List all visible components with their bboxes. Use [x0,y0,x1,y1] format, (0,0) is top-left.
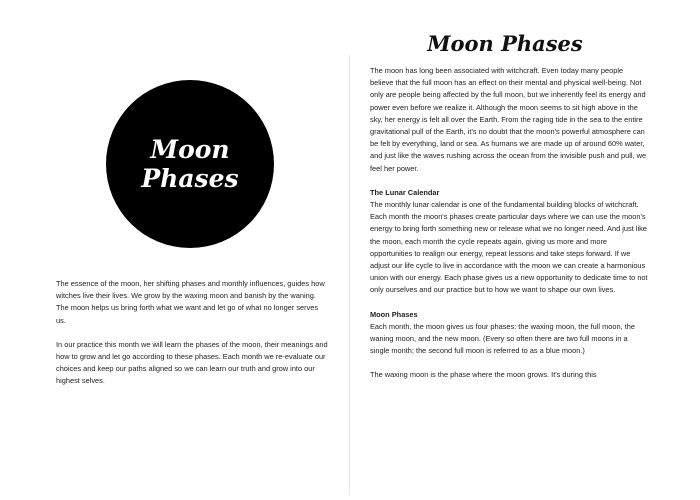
moon-phases-heading: Moon Phases [370,309,418,319]
waxing-moon-paragraph: The waxing moon is the phase where the moon grows. It's during this [370,370,597,380]
circle-title-line-2: Phases [141,164,239,193]
circle-title-line-1: Moon [150,135,230,164]
intro-paragraph-1: The essence of the moon, her shifting phases and monthly influences, guides how witches live their lives. We grow by the waxing moon and banish by the waning. The moon helps us bring forth what we want and let go of what no longer serves us. [56,279,325,325]
circle-title [141,135,238,193]
intro-text [56,278,328,400]
moon-phases-text: Each month, the moon gives us four phases: the waxing moon, the full moon, the waning moon, and the new moon. (Every so often there are two full moons in a single month; the second full moon is referred to as a blue moon.) [370,321,635,356]
lunar-calendar-heading: The Lunar Calendar [370,187,440,197]
body-paragraph-1: The moon has long been associated with witchcraft. Even today many people believe that the full moon has an effect on their mental and physical well-being. Not only are people being affected by the full moon, but we inherently feel its energy and power even before we realize it. Although the moon seems to sit high above in the sky, her energy is felt all over the Earth. From the raging tide in the sea to the entire gravitational pull of the Earth, it's no doubt that the moon's powerful atmosphere can be felt by everything, land or sea. As humans we are made up of around 60% water, and just like the waves rushing across the ocean from the invisible push and pull, we feel her power. [370,66,647,173]
intro-paragraph-2: In our practice this month we will learn the phases of the moon, their meanings and how to grow and let go according to these phases. Each month we re-evaluate our choices and keep our paths aligned so we can learn our truth and grow into our highest selves. [56,339,328,386]
body-text [370,65,648,394]
page-title: Moon Phases [427,31,583,56]
moon-circle-graphic [106,80,274,248]
left-page [0,0,349,500]
lunar-calendar-text: The monthly lunar calendar is one of the fundamental building blocks of witchcraft. Each month the moon's phases create particular days where we can use the moon's energy to bring forth something new or release what we no longer need. And just like the moon, each month the cycle repeats again, giving us more and more opportunities to realign our energy, repeat lessons and take steps forward. If we adjust our life cycle to live in accordance with the moon we can create a harmonious union with our energy. Each phase gives us a new opportunity to dedicate time to not only ourselves and our practice but to how we want to shape our own lives. [370,200,648,295]
